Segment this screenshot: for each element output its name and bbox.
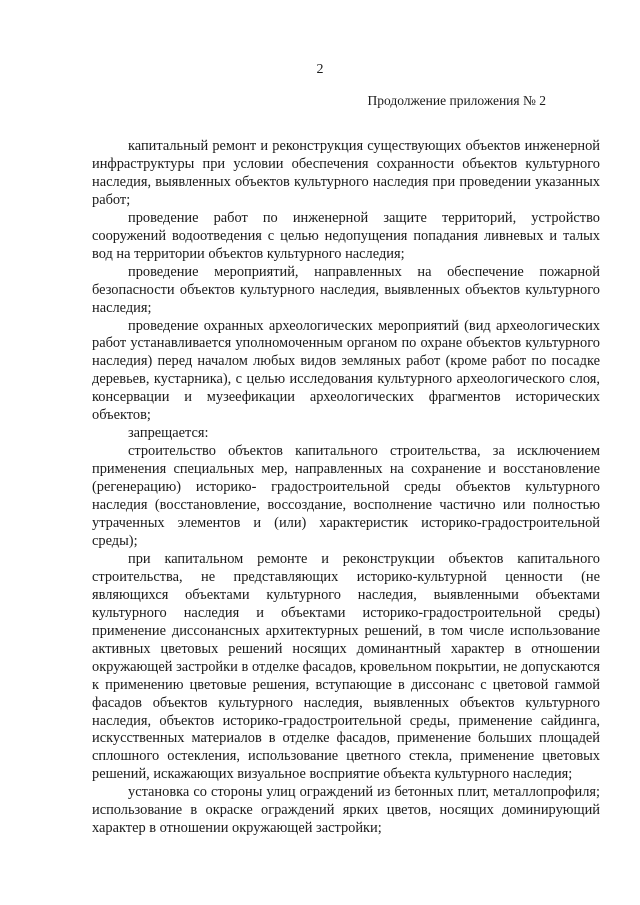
paragraph-archaeological-measures: проведение охранных археологических мероприятий (вид археологических работ устанавливается уполномоченным органом по охране объектов культурного наследия) перед началом любых видов земляных работ (кроме работ по посадке деревьев, кустарника), с целью исследования культурного археологического слоя, консервации и музеефикации археологических фрагментов исторических объектов; [92, 317, 600, 424]
paragraph-dissonant-solutions: при капитальном ремонте и реконструкции объектов капитального строительства, не представляющих историко-культурной ценности (не являющихся объектами культурного наследия, выявленными объектами культурного наследия и объектами историко-градостроительной среды) применение диссонансных архитектурных решений, в том числе использование активных цветовых решений носящих доминантный характер в отношении окружающей застройки в отделке фасадов, кровельном покрытии, не допускаются к применению цветовые решения, вступающие в диссонанс с цветовой гаммой фасадов объектов культурного наследия, выявленных объектов культурного наследия, объектов историко-градостроительной среды, применение сайдинга, искусственных материалов в отделке фасадов, применение больших площадей сплошного остекления, использование цветного стекла, применение цветовых решений, искажающих визуальное восприятие объекта культурного наследия; [92, 550, 600, 783]
paragraph-fences: установка со стороны улиц ограждений из бетонных плит, металлопрофиля; использование в окраске ограждений ярких цветов, носящих доминирующий характер в отношении окружающей застройки; [92, 784, 600, 837]
document-body [92, 138, 600, 838]
paragraph-prohibited-heading: запрещается: [128, 425, 209, 442]
paragraph-fire-safety: проведение мероприятий, направленных на обеспечение пожарной безопасности объектов культурного наследия, выявленных объектов культурного наследия; [92, 263, 600, 316]
paragraph-engineering-protection: проведение работ по инженерной защите территорий, устройство сооружений водоотведения с целью недопущения попадания ливневых и талых вод на территории объектов культурного наследия; [92, 209, 600, 262]
appendix-continuation-note: Продолжение приложения № 2 [367, 93, 546, 108]
page-number: 2 [316, 62, 324, 77]
paragraph-capital-repair-engineering: капитальный ремонт и реконструкция существующих объектов инженерной инфраструктуры при условии обеспечения сохранности объектов культурного наследия, выявленных объектов культурного наследия при проведении указанных работ; [92, 138, 600, 208]
paragraph-capital-construction: строительство объектов капитального строительства, за исключением применения специальных мер, направленных на сохранение и восстановление (регенерацию) историко- градостроительной среды объектов культурного наследия (восстановление, воссоздание, восполнение частично или полностью утраченных элементов и (или) характеристик историко-градостроительной среды); [92, 443, 600, 549]
